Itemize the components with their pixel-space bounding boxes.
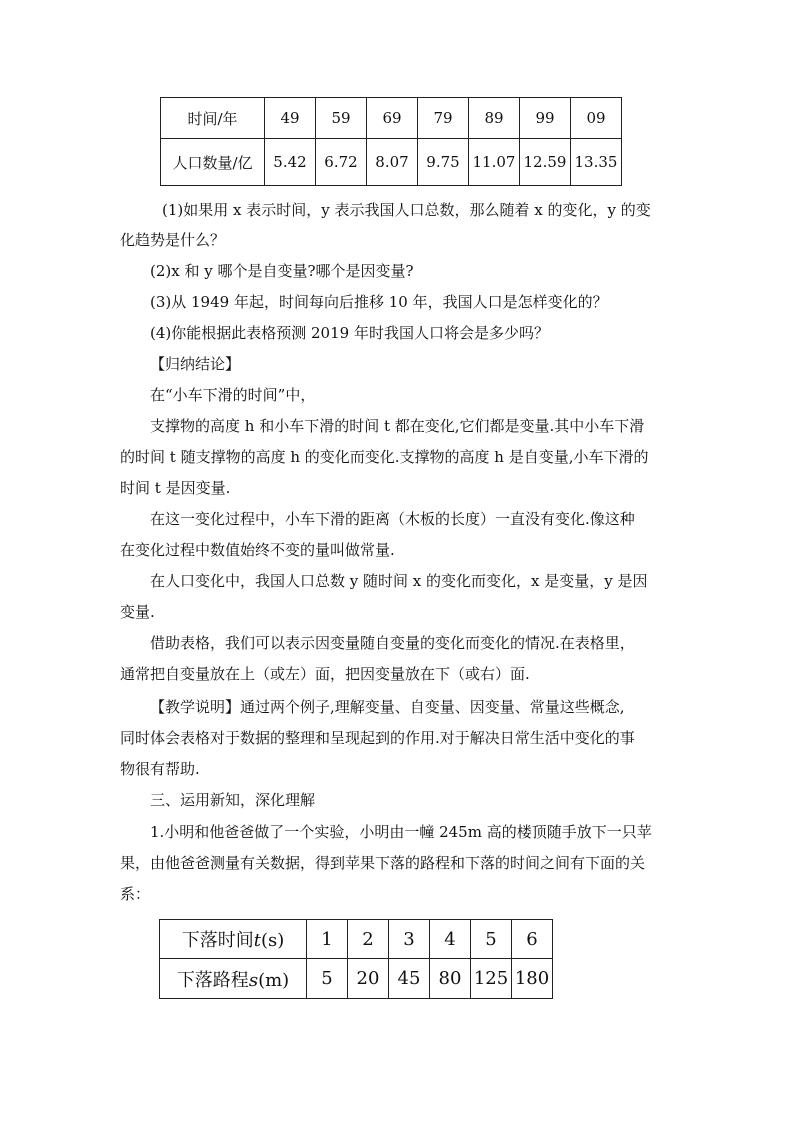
section-heading: 三、运用新知，深化理解 bbox=[150, 791, 316, 809]
paragraph-line: 在这一变化过程中，小车下滑的距离（木板的长度）一直没有变化.像这种 bbox=[150, 510, 635, 528]
table-header-cell: 时间/年 bbox=[161, 98, 265, 139]
population-table bbox=[160, 97, 622, 186]
paragraph-line: 时间 t 是因变量. bbox=[120, 479, 231, 497]
question-1-line-1: (1)如果用 x 表示时间，y 表示我国人口总数，那么随着 x 的变化，y 的变 bbox=[162, 201, 651, 219]
paragraph-line: 在“小车下滑的时间”中， bbox=[150, 386, 316, 404]
paragraph-line: 在人口变化中，我国人口总数 y 随时间 x 的变化而变化，x 是变量，y 是因 bbox=[150, 572, 648, 590]
paragraph-line: 变量. bbox=[120, 603, 155, 621]
exercise-line: 系： bbox=[120, 885, 151, 903]
question-4: (4)你能根据此表格预测 2019 年时我国人口将会是多少吗？ bbox=[150, 324, 549, 342]
paragraph-line: 通常把自变量放在上（或左）面，把因变量放在下（或右）面. bbox=[120, 665, 530, 683]
table-cell: 6 bbox=[512, 920, 553, 959]
question-2: (2)x 和 y 哪个是自变量?哪个是因变量? bbox=[150, 262, 414, 280]
table-cell: 09 bbox=[571, 98, 622, 139]
question-3: (3)从 1949 年起，时间每向后推移 10 年，我国人口是怎样变化的？ bbox=[150, 293, 608, 311]
table-cell: 89 bbox=[469, 98, 520, 139]
header-label: 下落时间 bbox=[181, 930, 254, 951]
paragraph-line: 借助表格，我们可以表示因变量随自变量的变化而变化的情况.在表格里， bbox=[150, 634, 635, 652]
table-cell: 125 bbox=[471, 959, 512, 999]
section-heading: 【归纳结论】 bbox=[150, 355, 241, 373]
table-header-cell bbox=[160, 959, 307, 999]
table-row bbox=[161, 98, 622, 139]
question-1-line-2: 化趋势是什么？ bbox=[120, 231, 226, 249]
table-cell: 45 bbox=[389, 959, 430, 999]
teaching-note-line: 同时体会表格对于数据的整理和呈现起到的作用.对于解决日常生活中变化的事 bbox=[120, 729, 635, 747]
table-cell: 80 bbox=[430, 959, 471, 999]
header-unit: (s) bbox=[260, 930, 285, 951]
table-cell: 79 bbox=[418, 98, 469, 139]
table-cell: 99 bbox=[520, 98, 571, 139]
teaching-note-line: 【教学说明】通过两个例子,理解变量、自变量、因变量、常量这些概念, bbox=[150, 698, 625, 716]
table-cell: 20 bbox=[348, 959, 389, 999]
teaching-note-line: 物很有帮助. bbox=[120, 760, 200, 778]
table-cell: 9.75 bbox=[418, 139, 469, 186]
table-cell: 5 bbox=[307, 959, 348, 999]
table-header-cell bbox=[160, 920, 307, 959]
table-cell: 5 bbox=[471, 920, 512, 959]
header-label: 下落路程 bbox=[176, 969, 249, 991]
exercise-line: 1.小明和他爸爸做了一个实验，小明由一幢 245m 高的楼顶随手放下一只苹 bbox=[150, 823, 652, 841]
table-header-cell: 人口数量/亿 bbox=[161, 139, 265, 186]
table-cell: 2 bbox=[348, 920, 389, 959]
table-cell: 8.07 bbox=[367, 139, 418, 186]
table-cell: 6.72 bbox=[316, 139, 367, 186]
table-cell: 11.07 bbox=[469, 139, 520, 186]
falling-apple-table bbox=[159, 919, 553, 999]
table-cell: 3 bbox=[389, 920, 430, 959]
exercise-line: 果，由他爸爸测量有关数据，得到苹果下落的路程和下落的时间之间有下面的关 bbox=[120, 854, 646, 872]
table-cell: 13.35 bbox=[571, 139, 622, 186]
table-cell: 1 bbox=[307, 920, 348, 959]
table-cell: 59 bbox=[316, 98, 367, 139]
header-variable: t bbox=[253, 930, 261, 951]
table-cell: 49 bbox=[265, 98, 316, 139]
table-row bbox=[160, 920, 553, 959]
header-unit: (m) bbox=[258, 969, 290, 991]
table-row bbox=[160, 959, 553, 999]
paragraph-line: 支撑物的高度 h 和小车下滑的时间 t 都在变化,它们都是变量.其中小车下滑 bbox=[150, 417, 645, 435]
table-cell: 69 bbox=[367, 98, 418, 139]
table-cell: 180 bbox=[512, 959, 553, 999]
table-cell: 5.42 bbox=[265, 139, 316, 186]
table-cell: 12.59 bbox=[520, 139, 571, 186]
table-row bbox=[161, 139, 622, 186]
paragraph-line: 在变化过程中数值始终不变的量叫做常量. bbox=[120, 541, 395, 559]
table-cell: 4 bbox=[430, 920, 471, 959]
paragraph-line: 的时间 t 随支撑物的高度 h 的变化而变化.支撑物的高度 h 是自变量,小车下滑的 bbox=[120, 448, 649, 466]
header-variable: s bbox=[248, 969, 259, 991]
